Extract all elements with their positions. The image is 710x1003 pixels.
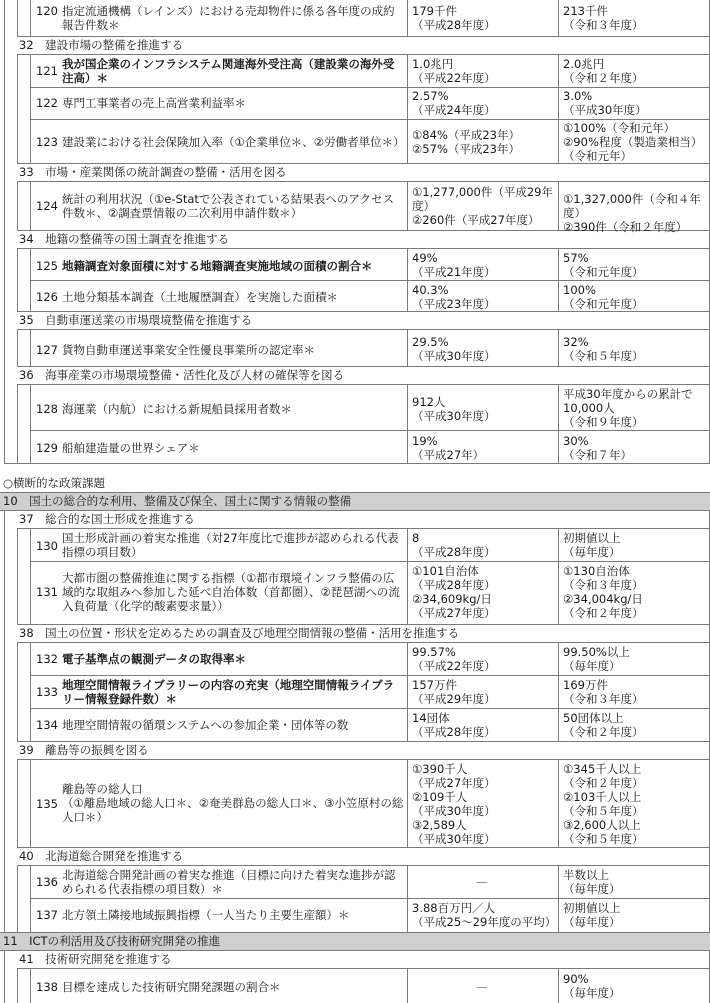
rule — [30, 675, 709, 676]
rule — [558, 54, 559, 163]
rule — [17, 759, 709, 760]
indicator-number: 128 — [36, 402, 58, 416]
rule — [17, 528, 18, 624]
rule — [4, 950, 5, 1003]
target-value: 3.0% （平成30年度） — [563, 89, 647, 117]
indicator-name: 我が国企業のインフラシステム関連海外受注高（建設業の海外受 注高）＊ — [62, 57, 395, 85]
rule — [0, 932, 710, 933]
rule — [17, 163, 709, 164]
target-value: 30% （令和７年） — [563, 434, 632, 462]
rule — [407, 384, 408, 463]
target-value: 初期値以上 （毎年度） — [563, 531, 621, 559]
section-heading: 34 地籍の整備等の国土調査を推進する — [19, 232, 230, 246]
rule — [17, 865, 18, 932]
rule — [30, 898, 709, 899]
rule — [407, 642, 408, 741]
section-heading: 32 建設市場の整備を推進する — [19, 38, 184, 52]
target-value: 50団体以上 （令和２年度） — [563, 711, 644, 739]
target-value: ①130自治体 （令和３年度） ②34,004kg/日 （令和２年度） — [563, 564, 644, 620]
rule — [17, 181, 709, 182]
target-value: 169万件 （令和３年度） — [563, 678, 644, 706]
rule — [0, 510, 710, 511]
indicator-number: 135 — [36, 797, 58, 811]
target-value: 90% （毎年度） — [563, 972, 621, 1000]
indicator-name: 指定流通機構（レインズ）における売却物件に係る各年度の成約 報告件数＊ — [62, 4, 395, 32]
indicator-number: 138 — [36, 980, 58, 994]
rule — [558, 384, 559, 463]
rule — [558, 759, 559, 847]
rule — [407, 759, 408, 847]
indicator-number: 137 — [36, 908, 58, 922]
section-heading: 37 総合的な国土形成を推進する — [19, 512, 195, 526]
rule — [17, 624, 709, 625]
rule — [407, 54, 408, 163]
baseline-value: — — [476, 980, 488, 994]
target-value: 99.50%以上 （毎年度） — [563, 645, 630, 673]
baseline-value: 49% （平成21年度） — [412, 251, 496, 279]
indicator-number: 124 — [36, 199, 58, 213]
rule — [30, 561, 709, 562]
indicator-name: 統計の利用状況（①e-Statで公表されている結果表へのアクセス 件数＊、②調査票情報の二次利用申請件数＊） — [62, 192, 395, 220]
rule — [558, 181, 559, 230]
indicator-number: 123 — [36, 135, 58, 149]
indicator-name: 目標を達成した技術研究開発課題の割合＊ — [62, 980, 281, 994]
group-heading: 10 国土の総合的な利用、整備及び保全、国土に関する情報の整備 — [3, 494, 352, 508]
baseline-value: 19% （平成27年） — [412, 434, 485, 462]
rule — [407, 181, 408, 230]
section-heading: 40 北海道総合開発を推進する — [19, 849, 184, 863]
target-value: 半数以上 （毎年度） — [563, 868, 621, 896]
indicator-number: 120 — [36, 4, 58, 18]
rule — [558, 968, 559, 1003]
rule — [558, 642, 559, 741]
indicator-number: 130 — [36, 539, 58, 553]
rule — [17, 54, 18, 163]
baseline-value: — — [476, 875, 488, 889]
baseline-value: 2.57% （平成24年度） — [412, 89, 496, 117]
indicator-name: 電子基準点の観測データの取得率＊ — [62, 652, 246, 666]
indicator-name: 北方領土隣接地域振興指標（一人当たり主要生産額）＊ — [62, 908, 350, 922]
rule — [407, 0, 408, 36]
baseline-value: 1.0兆円 （平成22年度） — [412, 57, 496, 85]
rule — [558, 329, 559, 366]
rule — [17, 0, 18, 36]
rule — [17, 311, 709, 312]
rule — [17, 248, 709, 249]
section-heading: 39 離島等の振興を図る — [19, 743, 149, 757]
section-heading: 38 国土の位置・形状を定めるための調査及び地理空間情報の整備・活用を推進する — [19, 626, 460, 640]
target-value: 平成30年度からの累計で 10,000人 （令和９年度） — [563, 387, 693, 429]
rule — [407, 968, 408, 1003]
rule — [0, 950, 710, 951]
rule — [17, 181, 18, 230]
target-value: 2.0兆円 （令和２年度） — [563, 57, 644, 85]
baseline-value: 14団体 （平成28年度） — [412, 711, 496, 739]
rule — [17, 528, 709, 529]
rule — [4, 0, 5, 463]
baseline-value: 157万件 （平成29年度） — [412, 678, 496, 706]
baseline-value: ①390千人 （平成27年度） ②109千人 （平成30年度） ③2,589人 （平成30年度） — [412, 762, 496, 846]
indicator-name: 北海道総合開発計画の着実な推進（目標に向けた着実な進捗が認 められる代表指標の項目数）＊ — [62, 868, 396, 896]
indicator-name: 地理空間情報の循環システムへの参加企業・団体等の数 — [62, 718, 349, 732]
indicator-number: 126 — [36, 290, 58, 304]
indicator-number: 132 — [36, 652, 58, 666]
target-value: 初期値以上 （毎年度） — [563, 901, 621, 929]
indicator-name: 土地分類基本調査（土地履歴調査）を実施した面積＊ — [62, 290, 338, 304]
rule — [17, 329, 18, 366]
baseline-value: 912人 （平成30年度） — [412, 395, 496, 423]
indicator-number: 121 — [36, 64, 58, 78]
indicator-name: 専門工事業者の売上高営業利益率＊ — [62, 96, 246, 110]
rule — [558, 528, 559, 624]
indicator-name: 地籍調査対象面積に対する地籍調査実施地域の面積の割合＊ — [62, 259, 373, 273]
section-heading: 35 自動車運送業の市場環境整備を推進する — [19, 313, 253, 327]
target-value: ①345千人以上 （令和２年度） ②103千人以上 （令和５年度） ③2,600人以上 （令和５年度） — [563, 762, 644, 846]
baseline-value: 99.57% （平成22年度） — [412, 645, 496, 673]
cross-cutting-heading: ○横断的な政策課題 — [3, 476, 106, 490]
rule — [17, 865, 709, 866]
target-value: 32% （令和５年度） — [563, 335, 644, 363]
target-value: 57% （令和元年度） — [563, 251, 644, 279]
indicator-name: 貨物自動車運送事業安全性優良事業所の認定率＊ — [62, 343, 315, 357]
baseline-value: ①84%（平成23年） ②57%（平成23年） — [412, 128, 521, 156]
rule — [4, 510, 5, 932]
rule — [17, 847, 709, 848]
rule — [17, 384, 18, 463]
indicator-number: 134 — [36, 718, 58, 732]
indicator-name: 建設業における社会保険加入率（①企業単位＊、②労働者単位＊） — [62, 135, 405, 149]
rule — [17, 642, 18, 741]
rule — [17, 54, 709, 55]
group-heading: 11 ICTの利活用及び技術研究開発の推進 — [3, 934, 221, 948]
baseline-value: ①1,277,000件（平成29年 度） ②260件（平成27年度） — [412, 185, 553, 227]
indicator-number: 125 — [36, 259, 58, 273]
indicator-name: 地理空間情報ライブラリーの内容の充実（地理空間情報ライブラ リー情報登録件数）＊ — [62, 678, 395, 706]
indicator-number: 133 — [36, 685, 58, 699]
indicator-number: 131 — [36, 585, 58, 599]
baseline-value: 29.5% （平成30年度） — [412, 335, 496, 363]
rule — [558, 0, 559, 36]
rule — [0, 492, 710, 493]
indicator-name: 海運業（内航）における新規船員採用者数＊ — [62, 402, 292, 416]
rule — [30, 119, 709, 120]
indicator-name: 離島等の総人口 （①離島地域の総人口＊、②奄美群島の総人口＊、③小笠原村の総 人口＊） — [62, 782, 404, 824]
rule — [30, 430, 709, 431]
baseline-value: 3.88百万円／人 （平成25〜29年度の平均） — [412, 901, 557, 929]
baseline-value: 179千件 （平成28年度） — [412, 4, 496, 32]
indicator-name: 国土形成計画の着実な推進（対27年度比で進捗が認められる代表 指標の項目数） — [62, 531, 399, 559]
rule — [17, 968, 709, 969]
rule — [407, 329, 408, 366]
rule — [17, 642, 709, 643]
section-heading: 41 技術研究開発を推進する — [19, 952, 172, 966]
rule — [30, 708, 709, 709]
rule — [17, 366, 709, 367]
baseline-value: 8 （平成28年度） — [412, 531, 496, 559]
section-heading: 36 海事産業の市場環境整備・活性化及び人材の確保等を図る — [19, 368, 345, 382]
indicator-name: 船舶建造量の世界シェア＊ — [62, 441, 200, 455]
rule — [17, 248, 18, 311]
baseline-value: ①101自治体 （平成28年度） ②34,609kg/日 （平成27年度） — [412, 564, 496, 620]
indicator-number: 129 — [36, 441, 58, 455]
rule — [30, 87, 709, 88]
rule — [17, 36, 709, 37]
rule — [30, 280, 709, 281]
indicator-number: 136 — [36, 875, 58, 889]
baseline-value: 40.3% （平成23年度） — [412, 283, 496, 311]
target-value: 100% （令和元年度） — [563, 283, 644, 311]
indicator-number: 122 — [36, 96, 58, 110]
rule — [4, 463, 710, 464]
section-heading: 33 市場・産業関係の統計調査の整備・活用を図る — [19, 165, 287, 179]
rule — [17, 329, 709, 330]
indicator-name: 大都市圏の整備推進に関する指標（①都市環境インフラ整備の広 域的な取組みへ参加した延べ自治体数（首都圏）、②琵琶湖への流 入負荷量（化学的酸素要求量）） — [62, 571, 400, 613]
target-value: ①1,327,000件（令和４年度） ②390件（令和２年度） — [563, 192, 701, 234]
rule — [17, 741, 709, 742]
indicator-number: 127 — [36, 343, 58, 357]
target-value: 213千件 （令和３年度） — [563, 4, 644, 32]
rule — [407, 528, 408, 624]
rule — [17, 384, 709, 385]
rule — [17, 759, 18, 847]
rule — [17, 968, 18, 1003]
target-value: ①100%（令和元年） ②90%程度（製造業相当） （令和元年） — [563, 121, 703, 163]
